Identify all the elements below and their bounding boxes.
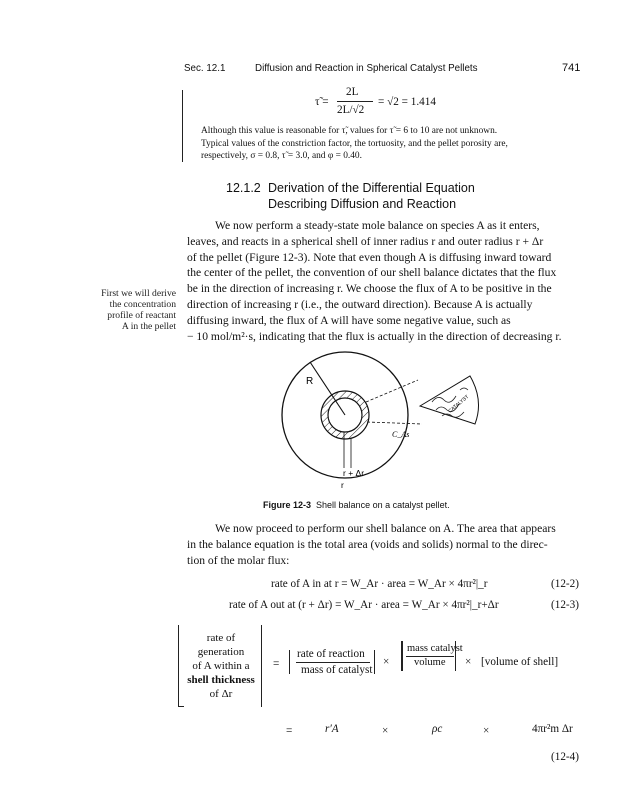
label-r: r xyxy=(341,480,344,490)
running-title: Diffusion and Reaction in Spherical Catalyst Pellets xyxy=(255,63,478,74)
label-r-plus-dr: r + Δr xyxy=(343,468,365,478)
margin-note: First we will derive the concentration profile of reactant A in the pellet xyxy=(101,288,176,332)
label-CAs: C_As xyxy=(392,430,410,439)
subsection-title-2: Describing Diffusion and Reaction xyxy=(268,197,457,211)
equation-number-12-2: (12-2) xyxy=(551,578,579,590)
shell-balance-paragraph: We now perform a steady-state mole balance on species A as it enters, leaves, and reacts in a spherical shell of inner radius r and outer radius r + Δr of the pellet (Figure 12-3). Note that even though A is diffusing inward toward the center of the pellet, the convention of our shell balance dictates that the flux be in the direction of increasing r. We choose the flux of A to be positive in the direction of increasing r (i.e., the outward direction). Because A is actually diffusing inward, the flux of A will have some negative value, such as − 10 mol/m²·s, indicating that the flux is actually in the direction of decreasing r. xyxy=(187,219,562,343)
generation-term-box: rate of generation of A within a shell thickness of Δr xyxy=(187,632,255,700)
equation-12-3: rate of A out at (r + Δr) = W_Ar · area = W_Ar × 4πr²|_r+Δr xyxy=(229,599,499,611)
subsection-number: 12.1.2 xyxy=(226,181,261,195)
catalyst-wedge xyxy=(420,376,479,424)
equation-number-12-4: (12-4) xyxy=(551,751,579,763)
section-label: Sec. 12.1 xyxy=(184,63,226,74)
label-R: R xyxy=(306,376,314,387)
equation-number-12-3: (12-3) xyxy=(551,599,579,611)
subsection-title-1: Derivation of the Differential Equation xyxy=(268,181,475,195)
margin-rule xyxy=(182,90,183,162)
tortuosity-paragraph: Although this value is reasonable for τ̃, values for τ̃ = 6 to 10 are not unknown. Typical values of the constriction factor, the tortuosity, and the pellet porosity are, respectively, σ = 0.8, τ̃ = 3.0, and φ = 0.40. xyxy=(201,126,508,161)
area-paragraph: We now proceed to perform our shell balance on A. The area that appears in the balance equation is the total area (voids and solids) normal to the direc- tion of the molar flux: xyxy=(187,522,556,567)
catalyst-label: CATALYST xyxy=(447,394,471,415)
shell-balance-figure xyxy=(270,340,500,490)
page-number: 741 xyxy=(562,62,581,74)
equation-12-2: rate of A in at r = W_Ar · area = W_Ar × 4πr²|_r xyxy=(271,578,488,590)
figure-caption: Figure 12-3 Shell balance on a catalyst pellet. xyxy=(263,500,450,510)
